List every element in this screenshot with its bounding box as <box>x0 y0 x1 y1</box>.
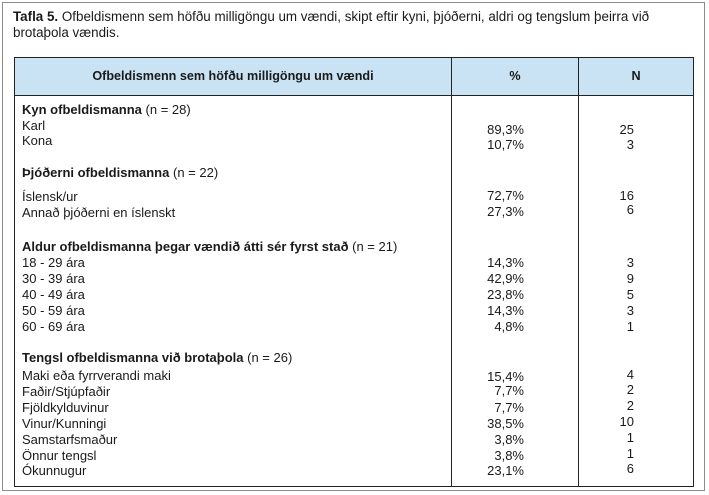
row-percent: 14,3% <box>487 255 524 270</box>
row-label: 18 - 29 ára <box>22 255 85 270</box>
row-percent: 27,3% <box>487 204 524 219</box>
header-n: N <box>631 69 641 83</box>
row-percent: 89,3% <box>487 122 524 137</box>
row-label: Vinur/Kunningi <box>22 416 107 431</box>
row-percent: 7,7% <box>494 400 524 415</box>
row-label: Maki eða fyrrverandi maki <box>22 368 171 383</box>
group-title: Aldur ofbeldismanna þegar vændið átti sér fyrst stað <box>22 239 349 254</box>
caption-text: Ofbeldismenn sem höfðu milligöngu um vændi, skipt eftir kyni, þjóðerni, aldri og tengslum þeirra við brotaþola vændis. <box>13 9 650 40</box>
row-label: 60 - 69 ára <box>22 319 85 334</box>
row-label: Annað þjóðerni en íslenskt <box>22 205 176 220</box>
row-label: Önnur tengsl <box>22 448 97 463</box>
row-percent: 7,7% <box>494 383 524 398</box>
header-category: Ofbeldismenn sem höfðu milligöngu um vændi <box>92 69 374 83</box>
group-count: (n = 28) <box>145 102 191 117</box>
row-n: 1 <box>626 319 634 334</box>
row-n: 5 <box>626 287 634 302</box>
row-percent: 23,1% <box>487 463 524 478</box>
row-n: 2 <box>626 398 634 413</box>
row-percent: 14,3% <box>487 303 524 318</box>
row-percent: 72,7% <box>487 188 524 203</box>
group-heading <box>22 102 191 118</box>
row-percent: 4,8% <box>494 319 524 334</box>
row-n: 16 <box>619 188 634 203</box>
row-label: Kona <box>22 133 53 148</box>
group-count: (n = 22) <box>172 165 219 180</box>
row-n: 2 <box>626 382 634 397</box>
row-label: 50 - 59 ára <box>22 303 85 318</box>
row-percent: 10,7% <box>487 137 524 152</box>
table-header <box>15 58 693 96</box>
row-label: Samstarfsmaður <box>22 432 118 447</box>
row-label: 40 - 49 ára <box>22 287 85 302</box>
row-n: 6 <box>626 461 634 476</box>
table-caption <box>13 9 703 41</box>
row-n: 4 <box>626 367 634 382</box>
row-percent: 42,9% <box>487 271 524 286</box>
row-n: 3 <box>626 303 634 318</box>
row-n: 1 <box>626 430 634 445</box>
group-heading <box>22 350 292 366</box>
row-percent: 38,5% <box>487 416 524 431</box>
column-divider <box>578 58 579 486</box>
header-percent: % <box>509 69 521 83</box>
group-title: Tengsl ofbeldismanna við brotaþola <box>22 350 244 365</box>
group-heading <box>22 239 397 255</box>
group-heading <box>22 165 218 181</box>
row-n: 9 <box>626 271 634 286</box>
group-title: Þjóðerni ofbeldismanna <box>22 165 170 180</box>
row-label: Fjöldkylduvinur <box>22 400 109 415</box>
row-percent: 23,8% <box>487 287 524 302</box>
row-label: Íslensk/ur <box>22 189 78 204</box>
row-label: Ókunnugur <box>22 463 87 478</box>
group-title: Kyn ofbeldismanna <box>22 102 142 117</box>
row-label: Faðir/Stjúpfaðir <box>22 384 111 399</box>
row-n: 3 <box>626 137 634 152</box>
row-percent: 15,4% <box>487 369 524 384</box>
caption-label: Tafla 5. <box>13 9 59 24</box>
row-percent: 3,8% <box>494 432 524 447</box>
row-n: 10 <box>619 414 634 429</box>
group-count: (n = 26) <box>247 350 293 365</box>
row-percent: 3,8% <box>494 448 524 463</box>
data-table <box>14 57 694 487</box>
group-count: (n = 21) <box>352 239 398 254</box>
row-n: 25 <box>619 122 634 137</box>
row-n: 1 <box>626 446 634 461</box>
row-label: Karl <box>22 118 46 133</box>
row-n: 3 <box>626 255 634 270</box>
row-label: 30 - 39 ára <box>22 271 85 286</box>
row-n: 6 <box>626 202 634 217</box>
